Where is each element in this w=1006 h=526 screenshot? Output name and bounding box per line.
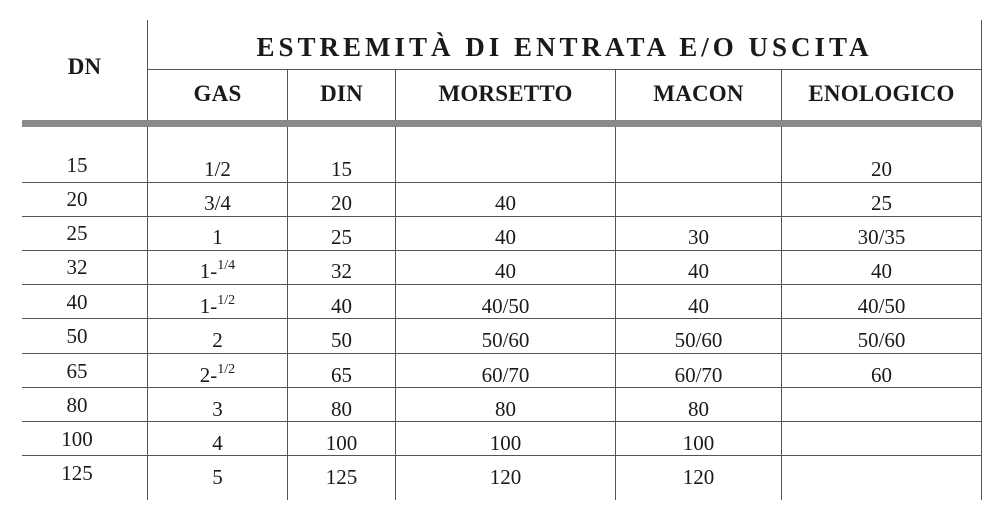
din-cell: 20 — [331, 190, 352, 215]
macon-cell: 30 — [688, 224, 709, 249]
din-cell: 50 — [331, 327, 352, 352]
enologico-cell — [782, 428, 981, 458]
gas-cell — [148, 222, 287, 252]
gas-value: 1- — [199, 294, 218, 318]
enologico-cell: 25 — [871, 190, 892, 215]
morsetto-cell: 40 — [495, 224, 516, 249]
macon-cell: 80 — [688, 396, 709, 421]
column-header-gas: GAS — [193, 81, 242, 106]
gas-fraction: 1/2 — [217, 362, 236, 377]
macon-cell — [616, 154, 781, 184]
din-cell: 25 — [331, 224, 352, 249]
gas-cell — [148, 360, 287, 390]
column-header-din: DIN — [320, 81, 363, 106]
morsetto-cell: 80 — [495, 396, 516, 421]
column-header-morsetto: MORSETTO — [438, 81, 573, 106]
macon-cell: 40 — [688, 258, 709, 283]
enologico-cell: 60 — [871, 362, 892, 387]
macon-cell: 50/60 — [674, 327, 723, 352]
enologico-cell: 30/35 — [857, 224, 906, 249]
gas-value: 4 — [212, 431, 223, 455]
gas-value: 5 — [212, 465, 223, 489]
divider — [147, 69, 982, 70]
gas-cell — [148, 428, 287, 458]
enologico-cell: 40/50 — [857, 293, 906, 318]
din-cell: 65 — [331, 362, 352, 387]
dn-header: DN — [67, 54, 102, 79]
gas-value: 1/2 — [204, 157, 231, 181]
macon-cell: 100 — [682, 430, 715, 455]
gas-fraction: 1/2 — [217, 293, 236, 308]
din-cell: 125 — [325, 464, 358, 489]
dn-cell: 100 — [61, 426, 93, 451]
dn-cell: 20 — [66, 186, 88, 211]
morsetto-cell — [396, 154, 615, 184]
dn-cell: 15 — [66, 152, 88, 177]
dn-cell: 40 — [66, 289, 88, 314]
divider — [981, 20, 982, 500]
din-cell: 40 — [331, 293, 352, 318]
dn-cell: 125 — [61, 460, 93, 485]
gas-value: 1- — [199, 259, 218, 283]
enologico-cell — [782, 394, 981, 424]
gas-cell — [148, 256, 287, 286]
column-header-enologico: ENOLOGICO — [808, 81, 955, 106]
morsetto-cell: 40/50 — [481, 293, 530, 318]
dn-cell: 25 — [66, 220, 88, 245]
macon-cell: 40 — [688, 293, 709, 318]
dn-cell: 32 — [66, 254, 88, 279]
gas-cell — [148, 291, 287, 321]
column-header-macon: MACON — [653, 81, 744, 106]
gas-value: 1 — [212, 225, 223, 249]
macon-cell: 60/70 — [674, 362, 723, 387]
gas-value: 2 — [212, 328, 223, 352]
dn-cell: 80 — [66, 392, 88, 417]
morsetto-cell: 50/60 — [481, 327, 530, 352]
morsetto-cell: 100 — [489, 430, 522, 455]
gas-cell — [148, 154, 287, 184]
din-cell: 15 — [331, 156, 352, 181]
macon-cell — [616, 188, 781, 218]
morsetto-cell: 120 — [489, 464, 522, 489]
gas-cell — [148, 188, 287, 218]
din-cell: 80 — [331, 396, 352, 421]
gas-value: 3 — [212, 397, 223, 421]
gas-value: 3/4 — [204, 191, 231, 215]
dn-cell: 65 — [66, 358, 88, 383]
gas-fraction: 1/4 — [217, 258, 236, 273]
din-cell: 100 — [325, 430, 358, 455]
gas-cell — [148, 325, 287, 355]
gas-cell — [148, 394, 287, 424]
morsetto-cell: 40 — [495, 190, 516, 215]
morsetto-cell: 60/70 — [481, 362, 530, 387]
din-cell: 32 — [331, 258, 352, 283]
table-title: ESTREMITÀ DI ENTRATA E/O USCITA — [256, 31, 873, 62]
gas-value: 2- — [199, 363, 218, 387]
header-rule — [22, 120, 982, 127]
enologico-cell — [782, 462, 981, 492]
macon-cell: 120 — [682, 464, 715, 489]
gas-cell — [148, 462, 287, 492]
morsetto-cell: 40 — [495, 258, 516, 283]
enologico-cell: 20 — [871, 156, 892, 181]
dn-cell: 50 — [66, 323, 88, 348]
enologico-cell: 50/60 — [857, 327, 906, 352]
enologico-cell: 40 — [871, 258, 892, 283]
